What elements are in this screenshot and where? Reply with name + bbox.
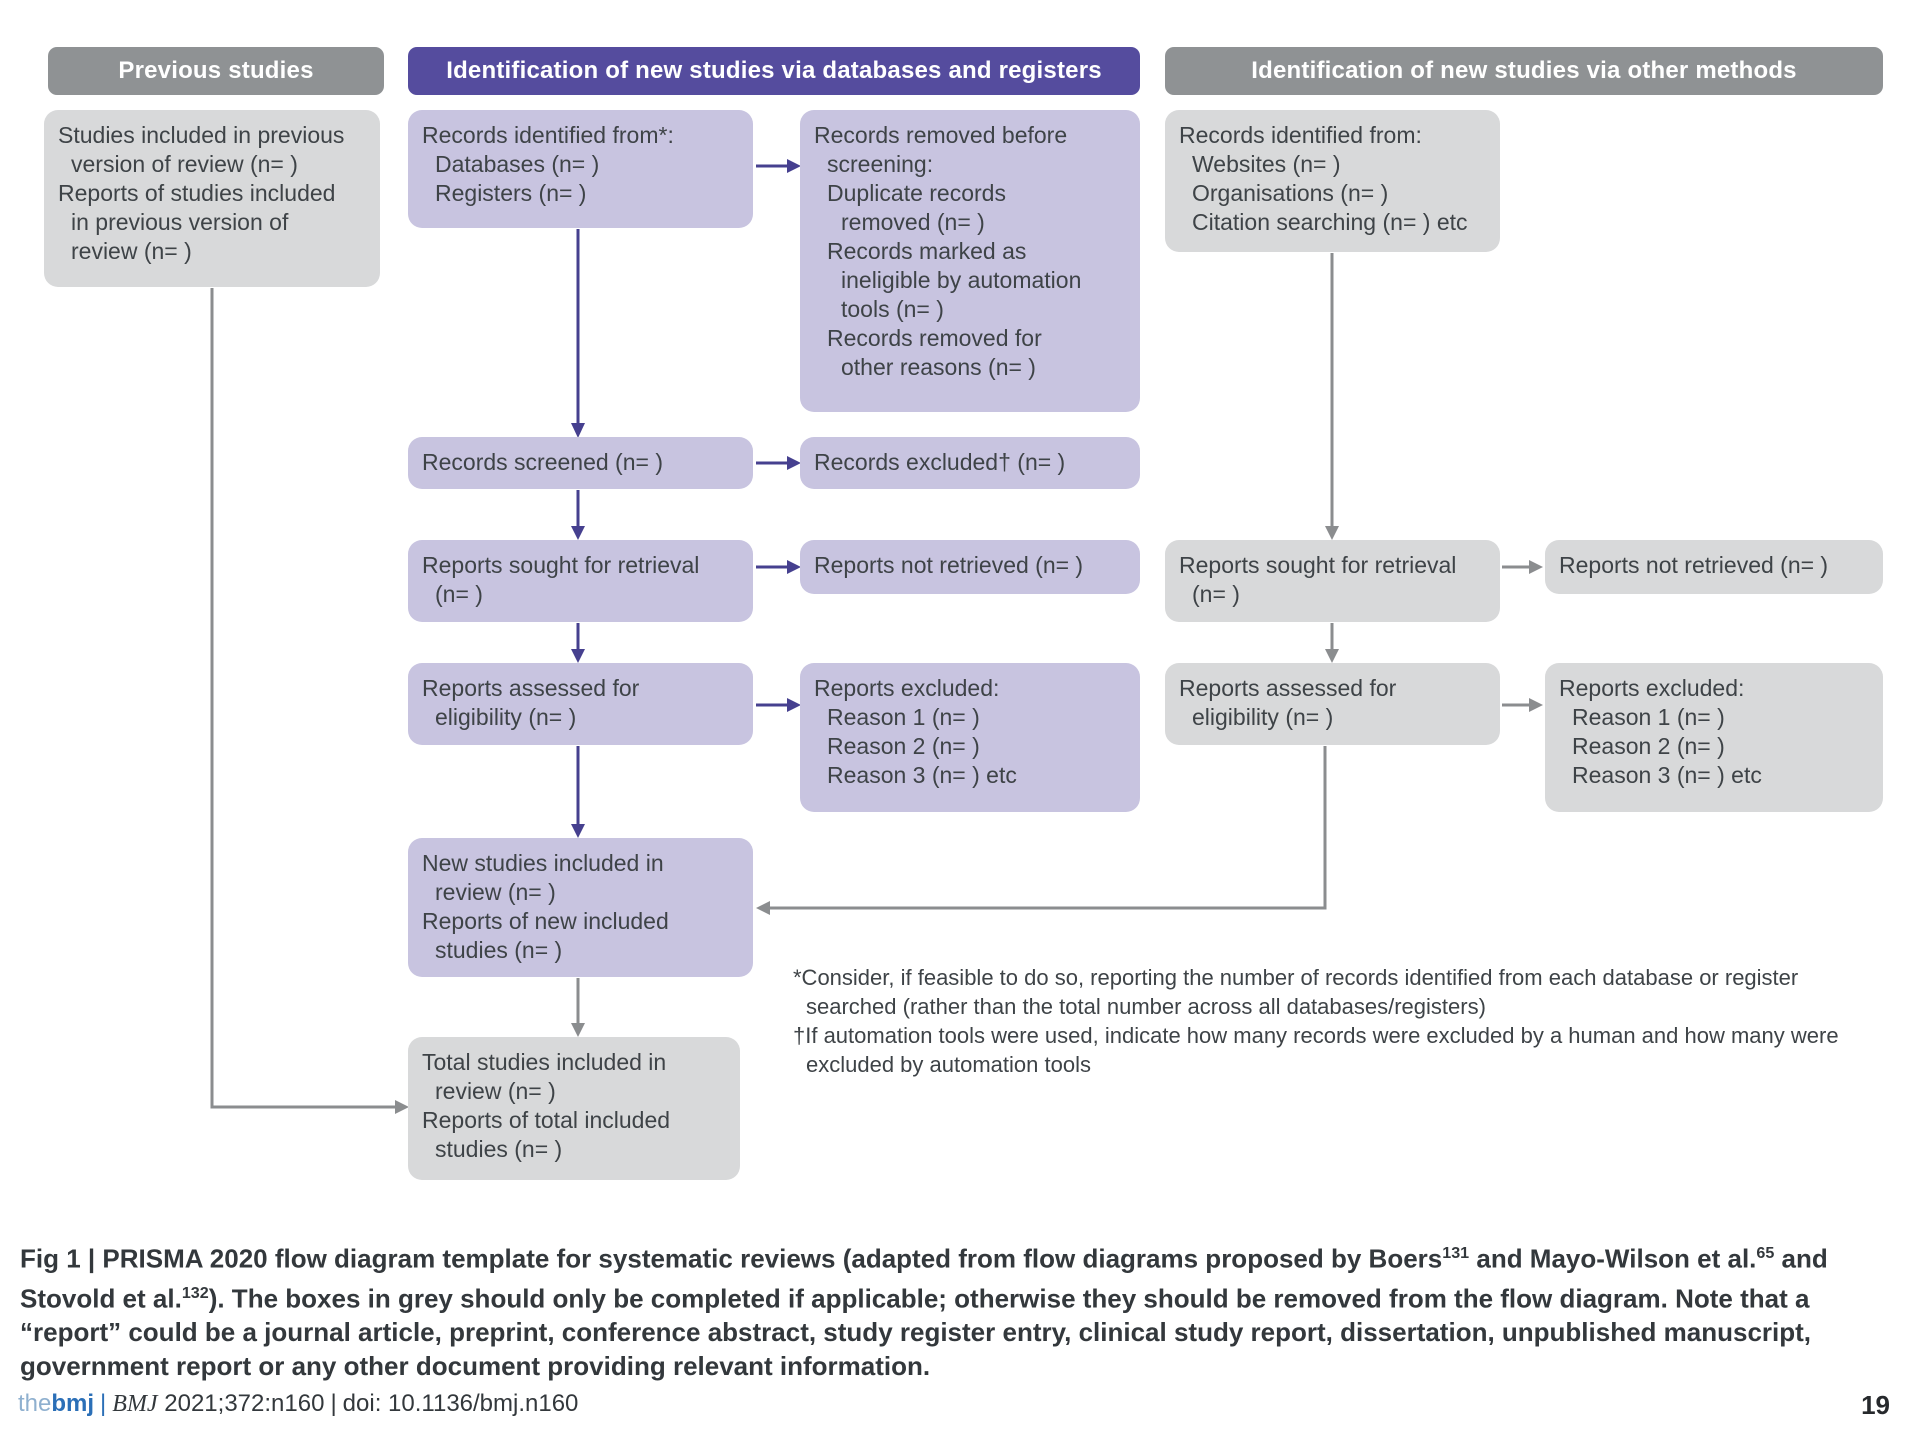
thebmj-logo: the [18,1390,52,1417]
box-reports-excluded-other: Reports excluded: Reason 1 (n= ) Reason 2 (n= ) Reason 3 (n= ) etc [1545,663,1883,812]
footnote-dagger: †If automation tools were used, indicate how many records were excluded by a human and how many were [793,1023,1839,1048]
arrow-other-sought-to-assessed [1325,623,1339,663]
footer-separator: | [100,1390,107,1417]
citation: 2021;372:n160 [164,1390,325,1417]
arrow-identified-to-removed [756,159,801,173]
box-records-excluded: Records excluded† (n= ) [800,437,1140,489]
footer-separator: | [330,1390,337,1417]
arrow-screened-to-sought [571,490,585,540]
reference-superscript: 132 [181,1283,209,1302]
box-reports-assessed-databases: Reports assessed for eligibility (n= ) [408,663,753,745]
box-total-studies-included: Total studies included in review (n= ) Reports of total included studies (n= ) [408,1037,740,1180]
header-identification-databases: Identification of new studies via databases and registers [408,47,1140,95]
box-records-identified-other: Records identified from: Websites (n= ) Organisations (n= ) Citation searching (n= ) etc [1165,110,1500,252]
journal-name: BMJ [112,1391,158,1417]
box-records-identified: Records identified from*: Databases (n= ) Registers (n= ) [408,110,753,228]
box-reports-not-retrieved-other: Reports not retrieved (n= ) [1545,540,1883,594]
arrow-assessed-to-excluded-reasons [756,698,801,712]
box-reports-sought-other: Reports sought for retrieval (n= ) [1165,540,1500,622]
box-reports-sought-databases: Reports sought for retrieval (n= ) [408,540,753,622]
arrow-previous-to-total-studies [212,288,409,1114]
arrow-assessed-to-new-studies [571,746,585,838]
arrow-identified-to-screened [571,229,585,438]
footnote-asterisk: *Consider, if feasible to do so, reporting the number of records identified from each database or register [793,965,1799,990]
journal-footer: thebmj | BMJ 2021;372:n160 | doi: 10.1136/bmj.n160 [18,1390,579,1417]
header-identification-other-methods: Identification of new studies via other methods [1165,47,1883,95]
box-reports-assessed-other: Reports assessed for eligibility (n= ) [1165,663,1500,745]
box-reports-not-retrieved-databases: Reports not retrieved (n= ) [800,540,1140,594]
header-previous-studies: Previous studies [48,47,384,95]
footnotes: *Consider, if feasible to do so, reporting the number of records identified from each database or register searched (rather than the total number across all databases/registers) †If automation tools were used, indicate how many records were excluded by a human and how many were excluded by automation tools [793,963,1920,1079]
arrow-other-sought-to-not-retrieved [1502,560,1543,574]
figure-caption: Fig 1 | PRISMA 2020 flow diagram template for systematic reviews (adapted from flow diagrams proposed by Boers$^{131}$ and Mayo-Wilson et al.$^{65}$ and Stovold et al.$^{132}$). The boxes in grey should only be completed if applicable; otherwise they should be removed from the flow diagram. Note that a “report” could be a journal article, preprint, conference abstract, study register entry, clinical study report, dissertation, unpublished manuscript, government report or any other document providing relevant information. [20,1243,1828,1382]
box-new-studies-included: New studies included in review (n= ) Reports of new included studies (n= ) [408,838,753,977]
arrow-new-to-total-studies [571,978,585,1037]
arrow-screened-to-excluded [756,456,801,470]
box-records-screened: Records screened (n= ) [408,437,753,489]
arrow-other-assessed-to-excluded [1502,698,1543,712]
arrow-sought-to-assessed [571,623,585,663]
box-records-removed: Records removed before screening: Duplicate records removed (n= ) Records marked as ineligible by automation tools (n= ) Records removed for other reasons (n= ) [800,110,1140,412]
arrow-sought-to-not-retrieved [756,560,801,574]
reference-superscript: 65 [1756,1244,1775,1262]
page-number: 19 [1861,1390,1890,1420]
doi: doi: 10.1136/bmj.n160 [342,1390,579,1417]
box-previous-studies: Studies included in previous version of review (n= ) Reports of studies included in previous version of review (n= ) [44,110,380,287]
arrow-other-identified-to-sought [1325,253,1339,540]
box-reports-excluded-databases: Reports excluded: Reason 1 (n= ) Reason 2 (n= ) Reason 3 (n= ) etc [800,663,1140,812]
reference-superscript: 131 [1442,1244,1470,1262]
